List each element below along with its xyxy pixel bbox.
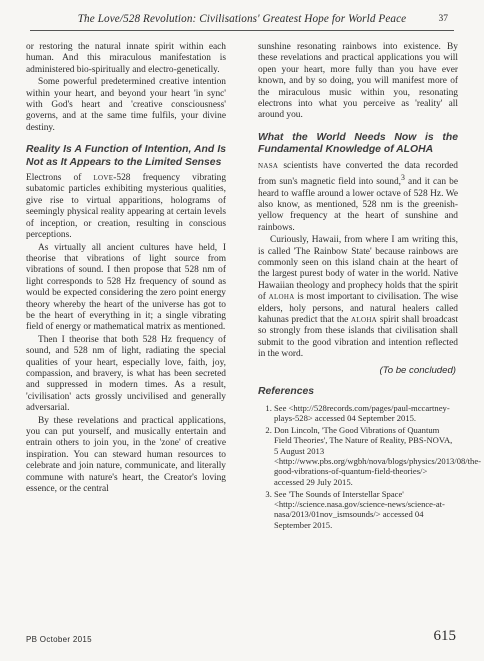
header-page-number: 37 [438, 14, 448, 24]
reference-item: 3. See 'The Sounds of Interstellar Space' <http://science.nasa.gov/science-news/science-at-nasa/2013/01nov_ismsounds/> accessed 04 September 2015. [274, 489, 458, 530]
running-header [30, 8, 454, 31]
references-list [258, 402, 482, 531]
left-column [26, 42, 226, 495]
paragraph: Curiously, Hawaii, from where I am writing this, is called 'The Rainbow State' because rainbows are commonly seen on this island chain at the heart of the largest purest body of water in the world. Native Hawaiian theology and prophecy holds that the spirit of aloha is most important to civilisation. The wise elders, holy persons, and natural healers called kahunas predict that the aloha spirit shall broadcast so strongly from these islands that civilisation shall submit to the good vibration and intention reflected in the word. [258, 235, 458, 360]
reference-item: 1. See <http://528records.com/pages/paul-mccartney-plays-528> accessed 04 September 2015. [274, 403, 458, 424]
small-caps-term: nasa [258, 160, 279, 171]
right-column [258, 42, 482, 532]
small-caps-term: aloha [351, 315, 378, 326]
footer-issue: PB October 2015 [26, 635, 92, 644]
small-caps-term: aloha [268, 292, 295, 303]
reference-item: 2. Don Lincoln, 'The Good Vibrations of Quantum Field Theories', The Nature of Reality, PBS-NOVA, 5 August 2013 <http://www.pbs.org/wgbh/nova/blogs/physics/2013/08/the-good-vibrations-of-quantum-field-theories/> accessed 29 July 2015. [274, 425, 458, 487]
paragraph: Some powerful predetermined creative intention within your heart, and beyond your heart 'in sync' with God's heart and 'creative consciousness' governs, and at the same time fulfils, your divine destiny. [26, 77, 226, 133]
section-heading: What the World Needs Now is the Fundamental Knowledge of ALOHA [258, 131, 458, 156]
paragraph: or restoring the natural innate spirit within each human. And this miraculous manifestation is administered bio-spiritually and electro-genetically. [26, 42, 226, 75]
paragraph: Electrons of love-528 frequency vibrating subatomic particles exhibiting mysterious qualities, give rise to virtual apparitions, holograms of seemingly physical reality appearing at certain levels of inception, or creation, resulting in conscious perceptions. [26, 173, 227, 241]
paragraph: Then I theorise that both 528 Hz frequency of sound, and 528 nm of light, radiating the special qualities of your heart, especially love, faith, joy, compassion, and bravery, is what has been secreted and suppressed in modern times. As a result, 'civilisation' acts grossly uncivilised and generally adversarial. [26, 334, 226, 414]
paragraph: As virtually all ancient cultures have held, I theorise that vibrations of light source from vibrations of sound. I then propose that 528 nm of light corresponds to 528 Hz frequency of sound as would be expected considering the zero point energy theory whereby the heart of the universe has got to be the heart of everything in it; a single vibrating field of energy or mathematical matrix as mentioned. [26, 242, 226, 333]
footnote-marker[interactable]: 3 [401, 173, 405, 183]
references-heading: References [258, 386, 315, 398]
header-title: The Love/528 Revolution: Civilisations' Greatest Hope for World Peace [77, 13, 407, 25]
section-heading: Reality Is A Function of Intention, And Is Not as It Appears to the Limited Senses [26, 144, 226, 168]
small-caps-term: love [93, 173, 114, 184]
paragraph: nasa scientists have converted the data recorded from sun's magnetic field into sound,$^3$ and it can be heard to waffle around a lower octave of 528 Hz. We also know, as mentioned, 528 nm is the greenish-yellow frequency at the heart of sunshine and rainbows. [258, 160, 458, 233]
to-be-concluded-note: (To be concluded) [379, 364, 456, 376]
paragraph: sunshine resonating rainbows into existence. By these revelations and practical applications you will open your heart, more fully than you have ever known, and by so doing, you will manifest more of the miraculous music within you, resonating electrons into what you perceive as 'reality' all around you. [258, 42, 458, 121]
paragraph: By these revelations and practical applications, you can put yourself, and musically entertain and entrain others to join you, in the 'zone' of creative inspiration. You can steward human resources to celebrate and join nature, communicate, and literally commune with nature's heart, the Creator's loving essence, or the central [26, 415, 226, 495]
footer-page-number: 615 [433, 628, 456, 644]
